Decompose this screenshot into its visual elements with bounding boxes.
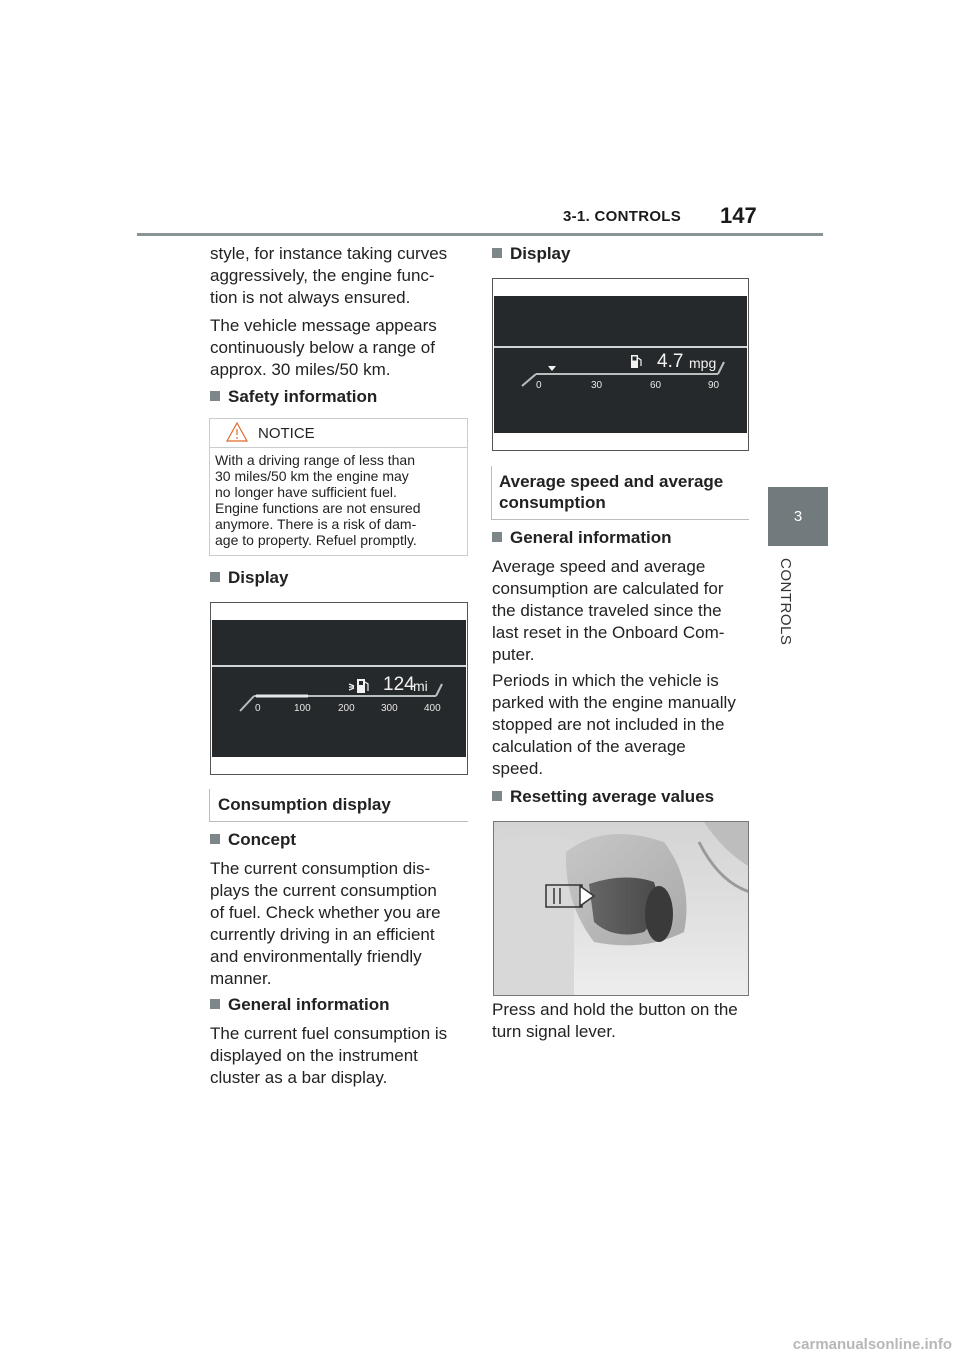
heading-resetting-average-values: Resetting average values xyxy=(492,786,714,808)
heading-display-left: Display xyxy=(210,567,288,589)
average-consumption-unit: mpg xyxy=(689,355,717,371)
heading-general-information-right: General information xyxy=(492,527,672,549)
notice-text: With a driving range of less than 30 miles/50 km the engine may no longer have sufficient fuel. Engine functions are not ensured anymore. There is a risk of dam- age to property. Refuel promptly. xyxy=(215,452,421,548)
scale-label: 0 xyxy=(536,380,542,391)
heading-safety-information: Safety information xyxy=(210,386,377,408)
reset-paragraph: Press and hold the button on the turn signal lever. xyxy=(492,1000,738,1041)
caption-bar xyxy=(491,466,492,520)
chapter-tab xyxy=(768,487,828,546)
intro-paragraph-1: style, for instance taking curves aggressively, the engine func- tion is not always ensured. xyxy=(210,244,448,307)
scale-label: 100 xyxy=(294,703,311,714)
notice-title: NOTICE xyxy=(258,425,315,442)
bullet-square-icon xyxy=(492,532,502,542)
chapter-number: 3 xyxy=(793,508,803,525)
caption-average-speed: Average speed and average consumption xyxy=(499,472,724,512)
scale-label: 300 xyxy=(381,703,398,714)
scale-label: 30 xyxy=(591,380,603,391)
concept-paragraph: The current consumption dis- plays the current consumption of fuel. Check whether you are currently driving in an efficient and environmentally friendly manner. xyxy=(210,859,441,988)
range-value: 124 xyxy=(383,674,415,695)
chapter-label: CONTROLS xyxy=(777,558,794,646)
warning-triangle-icon xyxy=(226,422,248,442)
bullet-square-icon xyxy=(210,999,220,1009)
heading-display-right: Display xyxy=(492,243,570,265)
heading-concept: Concept xyxy=(210,829,296,851)
lever-drawing xyxy=(494,822,749,996)
page-number: 147 xyxy=(720,203,757,228)
bullet-square-icon xyxy=(492,248,502,258)
bullet-square-icon xyxy=(492,791,502,801)
range-unit: mi xyxy=(413,678,428,694)
heading-general-information-left: General information xyxy=(210,994,390,1016)
caption-rule xyxy=(209,821,468,822)
screen-divider xyxy=(212,665,466,667)
consumption-scale xyxy=(518,360,728,390)
scale-label: 400 xyxy=(424,703,441,714)
scale-label: 0 xyxy=(255,703,261,714)
general-paragraph-left: The current fuel consumption is displayed on the instrument cluster as a bar display. xyxy=(210,1024,448,1087)
screen-divider xyxy=(494,346,747,348)
notice-separator xyxy=(209,447,468,448)
bullet-square-icon xyxy=(210,572,220,582)
average-consumption-value: 4.7 xyxy=(657,351,684,372)
bullet-square-icon xyxy=(210,834,220,844)
general-paragraph-right-2: Periods in which the vehicle is parked with the engine manually stopped are not included in the calculation of the average speed. xyxy=(492,671,736,778)
scale-label: 90 xyxy=(708,380,720,391)
bullet-square-icon xyxy=(210,391,220,401)
caption-bar xyxy=(209,789,210,821)
scale-label: 200 xyxy=(338,703,355,714)
general-paragraph-right-1: Average speed and average consumption are calculated for the distance traveled since the last reset in the Onboard Com- puter. xyxy=(492,557,725,664)
caption-rule xyxy=(491,519,749,520)
intro-paragraph-2: The vehicle message appears continuously below a range of approx. 30 miles/50 km. xyxy=(210,316,437,379)
watermark: carmanualsonline.info xyxy=(792,1336,952,1353)
header-rule xyxy=(137,233,823,236)
section-title: 3-1. CONTROLS xyxy=(563,208,682,225)
scale-label: 60 xyxy=(650,380,662,391)
caption-consumption-display: Consumption display xyxy=(218,795,391,814)
turn-signal-lever-illustration xyxy=(493,821,749,996)
